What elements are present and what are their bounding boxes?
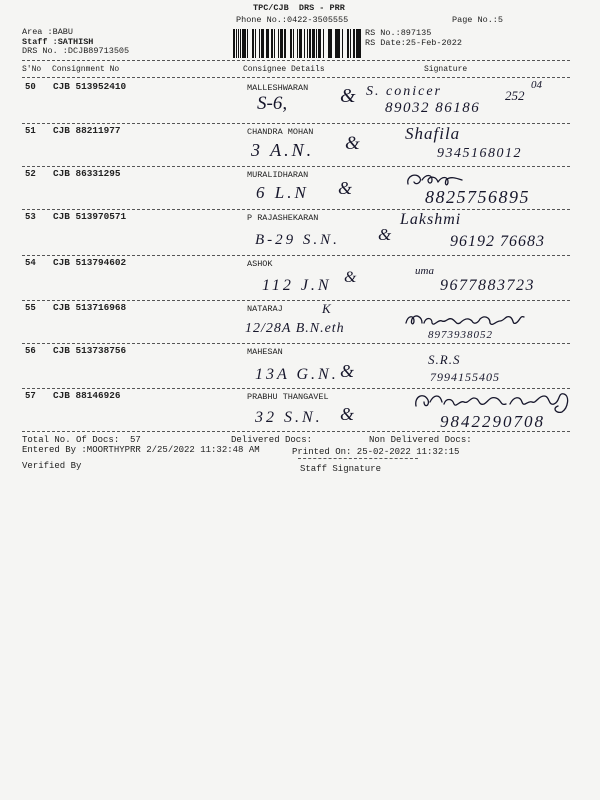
phone-number: Phone No.:0422-3505555 xyxy=(236,15,349,25)
handwritten-receiver-name: S.R.S xyxy=(428,352,461,367)
handwritten-receiver-name: Lakshmi xyxy=(400,211,462,228)
handwritten-phone: 9345168012 xyxy=(437,146,522,161)
handwritten-phone: 7994155405 xyxy=(430,370,500,384)
consignment-number: CJB 513794602 xyxy=(53,257,127,268)
handwritten-ampersand: & xyxy=(338,178,353,198)
column-header-sno: S'No xyxy=(22,65,42,74)
table-row xyxy=(0,210,600,256)
consignment-number: CJB 88211977 xyxy=(53,125,121,136)
column-header-consignee: Consignee Details xyxy=(243,65,325,74)
handwritten-address: 12/28A B.N.eth xyxy=(245,321,345,336)
consignment-number: CJB 513716968 xyxy=(53,302,127,313)
rs-date: RS Date:25-Feb-2022 xyxy=(365,38,462,48)
consignee-name: ASHOK xyxy=(247,259,273,269)
handwritten-phone: 8973938052 xyxy=(428,329,493,341)
row-serial-number: 51 xyxy=(25,126,36,136)
table-row xyxy=(0,301,600,344)
table-row xyxy=(0,344,600,389)
row-serial-number: 54 xyxy=(25,258,36,268)
handwritten-ampersand: & xyxy=(344,269,357,286)
column-header-divider xyxy=(22,77,570,78)
handwritten-phone: 9842290708 xyxy=(440,412,545,431)
header-divider xyxy=(22,60,570,61)
handwritten-address: 13A G.N. xyxy=(255,366,339,383)
consignee-name: MALLESHWARAN xyxy=(247,83,309,93)
handwritten-address: 3 A.N. xyxy=(251,140,315,160)
handwritten-ampersand: & xyxy=(340,404,355,424)
column-header-signature: Signature xyxy=(424,65,468,74)
handwritten-receiver-name: S. conicer xyxy=(366,84,442,99)
consignment-number: CJB 513738756 xyxy=(53,345,127,356)
receiver-signature xyxy=(402,311,527,331)
consignee-name: PRABHU THANGAVEL xyxy=(247,392,329,402)
handwritten-name-suffix: K xyxy=(322,301,331,316)
consignment-number: CJB 88146926 xyxy=(53,390,121,401)
table-row xyxy=(0,80,600,124)
handwritten-phone: 9677883723 xyxy=(440,277,535,294)
row-serial-number: 53 xyxy=(25,212,36,222)
printed-on: Printed On: 25-02-2022 11:32:15 xyxy=(292,447,460,457)
handwritten-phone: 8825756895 xyxy=(425,187,530,207)
handwritten-note: 252 xyxy=(505,88,525,103)
consignee-name: CHANDRA MOHAN xyxy=(247,127,314,137)
table-row xyxy=(0,167,600,210)
table-row xyxy=(0,256,600,301)
column-header-consignment: Consignment No xyxy=(52,65,120,74)
handwritten-note: 04 xyxy=(531,79,542,91)
drs-number: DRS No. :DCJB89713505 xyxy=(22,46,130,56)
consignee-name: NATARAJ xyxy=(247,304,283,314)
handwritten-receiver-name: uma xyxy=(415,265,434,277)
consignee-name: MAHESAN xyxy=(247,347,283,357)
handwritten-address: S-6, xyxy=(257,93,288,114)
handwritten-address: 6 L.N xyxy=(256,183,309,202)
consignment-number: CJB 86331295 xyxy=(53,168,121,179)
handwritten-ampersand: & xyxy=(340,361,355,381)
table-row xyxy=(0,389,600,432)
handwritten-ampersand: & xyxy=(345,133,360,154)
row-serial-number: 52 xyxy=(25,169,36,179)
handwritten-address: 32 S.N. xyxy=(255,409,323,426)
entered-by: Entered By :MOORTHYPRR 2/25/2022 11:32:48 AM xyxy=(22,445,260,455)
handwritten-ampersand: & xyxy=(378,225,392,244)
row-serial-number: 55 xyxy=(25,303,36,313)
handwritten-phone: 96192 76683 xyxy=(450,233,545,250)
total-docs: Total No. Of Docs: 57 xyxy=(22,435,141,445)
handwritten-address: B-29 S.N. xyxy=(255,232,340,248)
handwritten-address: 112 J.N xyxy=(262,277,332,294)
consignee-name: P RAJASHEKARAN xyxy=(247,213,319,223)
row-serial-number: 50 xyxy=(25,82,36,92)
delivered-docs: Delivered Docs: xyxy=(231,435,313,445)
consignment-number: CJB 513952410 xyxy=(53,81,127,92)
handwritten-ampersand: & xyxy=(340,85,356,107)
staff-signature-label: Staff Signature xyxy=(300,464,382,474)
page-number: Page No.:5 xyxy=(452,15,504,25)
row-divider xyxy=(22,431,570,432)
barcode xyxy=(233,29,361,58)
area-label: Area :BABU xyxy=(22,27,74,37)
rs-number: RS No.:897135 xyxy=(365,28,432,38)
consignment-number: CJB 513970571 xyxy=(53,211,127,222)
staff-label: Staff :SATHISH xyxy=(22,37,94,47)
consignee-name: MURALIDHARAN xyxy=(247,170,309,180)
verified-by: Verified By xyxy=(22,461,82,471)
table-row xyxy=(0,124,600,167)
row-serial-number: 57 xyxy=(25,391,36,401)
staff-signature-line xyxy=(298,458,418,459)
sheet-title: TPC/CJB DRS - PRR xyxy=(253,3,345,13)
handwritten-receiver-name: Shafila xyxy=(405,124,461,143)
non-delivered-docs: Non Delivered Docs: xyxy=(369,435,472,445)
handwritten-phone: 89032 86186 xyxy=(385,100,481,116)
row-serial-number: 56 xyxy=(25,346,36,356)
